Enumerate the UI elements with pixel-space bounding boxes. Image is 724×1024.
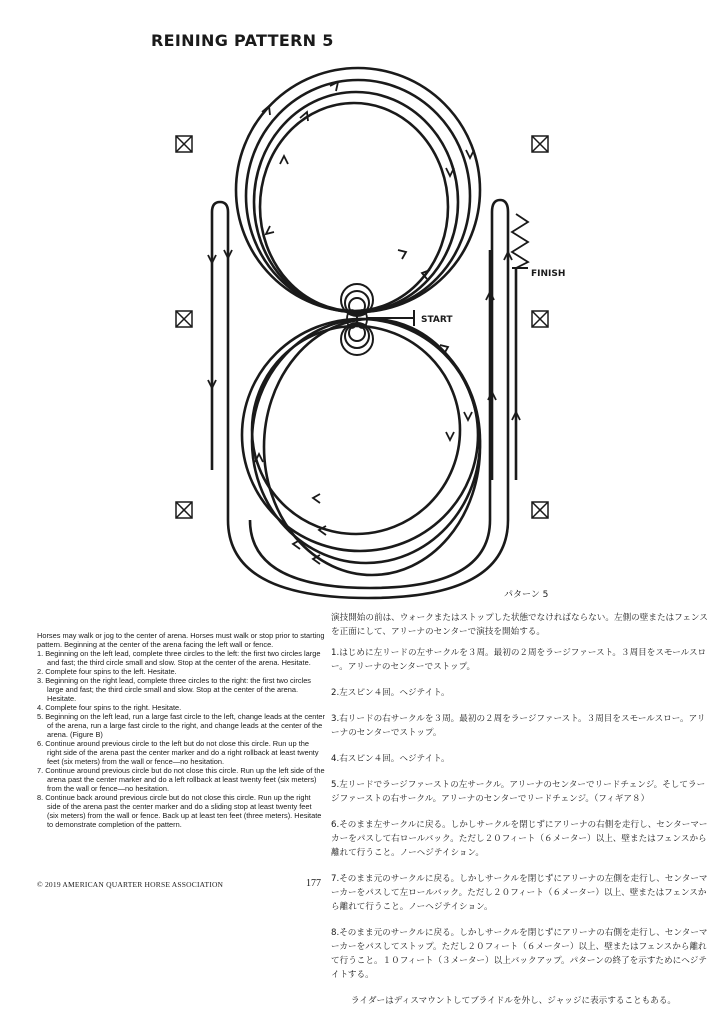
japanese-step: 7.そのまま元のサークルに戻る。しかしサークルを閉じずにアリーナの左側を走行し、センターマーカーをパスして左ロールバック。ただし２０フィート（６メーター）以上、壁またはフェンスから離れて行うこと。ノーヘジテイション。 <box>331 874 708 912</box>
japanese-instructions <box>331 611 709 1008</box>
arrow-icon <box>280 156 288 164</box>
finish-label: FINISH <box>531 269 566 279</box>
marker-box-icon <box>176 311 192 327</box>
english-step: 6. Continue around previous circle to the left but do not close this circle. Run up the right side of the arena past the center marker and do a right rollback at least twenty feet (six meters) from the wall or fence—no hesitation. <box>37 739 319 766</box>
marker-box-icon <box>176 502 192 518</box>
upper-circles <box>236 68 480 312</box>
english-step: 7. Continue around previous circle but do not close this circle. Run up the left side of the arena past the center marker and do a left rollback at least twenty feet (six meters) from the wall or fence—no hesitation. <box>37 766 325 793</box>
lower-circles <box>242 319 480 575</box>
japanese-step: 3.右リードの右サークルを３周。最初の２周をラージファースト。３周目をスモールスロー。アリーナのセンターでストップ。 <box>331 714 706 738</box>
arrow-icon <box>398 250 406 259</box>
marker-box-icon <box>532 311 548 327</box>
japanese-step: 2.左スピン４回。ヘジテイト。 <box>331 688 450 698</box>
japanese-step: 6.そのまま左サークルに戻る。しかしサークルを閉じずにアリーナの右側を走行し、センターマーカーをパスして右ロールバック。ただし２０フィート（６メーター）以上、壁またはフェンスから離れて行うこと。ノーヘジテイション。 <box>331 820 708 858</box>
copyright-footer: © 2019 AMERICAN QUARTER HORSE ASSOCIATION <box>37 880 224 889</box>
english-step: 1. Beginning on the left lead, complete three circles to the left: the first two circles large and fast; the third circle small and slow. Stop at the center of the arena. Hesitate. <box>37 649 321 667</box>
japanese-step: 1.はじめに左リードの左サークルを３周。最初の２周をラージファースト。３周目をスモールスロー。アリーナのセンターでストップ。 <box>331 648 707 672</box>
marker-box-icon <box>532 136 548 152</box>
page-number: 177 <box>306 878 321 889</box>
arrow-icon <box>446 168 454 176</box>
arrow-icon <box>313 494 320 503</box>
english-intro: Horses may walk or jog to the center of arena. Horses must walk or stop prior to starting pattern. Beginning at the center of the arena facing the left wall or fence. <box>37 631 325 649</box>
japanese-closing: ライダーはディスマウントしてブライドルを外し、ジャッジに表示することもある。 <box>351 996 677 1006</box>
english-step: 2. Complete four spins to the left. Hesitate. <box>37 667 177 676</box>
start-label: START <box>421 315 453 325</box>
page-title: REINING PATTERN 5 <box>151 31 334 50</box>
english-instructions <box>37 631 325 829</box>
right-rundown-path <box>250 250 490 588</box>
arrow-icon <box>464 412 472 420</box>
figure-caption: パターン 5 <box>504 590 549 600</box>
english-step: 3. Beginning on the right lead, complete three circles to the right: the first two circles large and fast; the third circle small and slow. Stop at the center of the arena. Hesitate. <box>37 676 312 703</box>
english-step: 5. Beginning on the left lead, run a large fast circle to the left, change leads at the center of the arena, run a large fast circle to the right, and change leads at the center of the arena. (Figure B) <box>37 712 326 739</box>
arrow-icon <box>293 540 300 549</box>
english-step: 4. Complete four spins to the right. Hesitate. <box>37 703 182 712</box>
arrow-icon <box>266 226 274 234</box>
upper-circle-1 <box>236 68 480 312</box>
japanese-step: 8.そのまま元のサークルに戻る。しかしサークルを閉じずにアリーナの右側を走行し、センターマーカーをパスしてストップ。ただし２０フィート（６メーター）以上、壁またはフェンスから離れて行うこと。１０フィート（３メーター）以上バックアップ。パターンの終了を示すためにヘジテイトする。 <box>331 928 708 980</box>
upper-circle-2 <box>246 80 470 312</box>
japanese-intro: 演技開始の前は、ウォークまたはストップした状態でなければならない。左側の壁またはフェンスを正面にして、アリーナのセンターで演技を開始する。 <box>331 613 708 637</box>
finish-backup-path <box>512 214 528 268</box>
japanese-step: 5.左リードでラージファーストの左サークル。アリーナのセンターでリードチェンジ。そしてラージファーストの右サークル。アリーナのセンターでリードチェンジ。（フィギア８） <box>331 780 706 804</box>
arrow-icon <box>446 432 454 440</box>
marker-box-icon <box>532 502 548 518</box>
upper-circle-4 <box>260 103 448 311</box>
arrow-icon <box>466 150 474 158</box>
english-step: 8. Continue back around previous circle but do not close this circle. Run up the right side of the arena past the center marker and do a sliding stop at least twenty feet (six meters) from the wall or fence. Back up at least ten feet (three meters). Hesitate to demonstrate completion of the pattern. <box>37 793 322 829</box>
english-steps <box>37 649 325 829</box>
lower-circle-4 <box>252 326 460 534</box>
marker-box-icon <box>176 136 192 152</box>
japanese-step: 4.右スピン４回。ヘジテイト。 <box>331 754 450 764</box>
